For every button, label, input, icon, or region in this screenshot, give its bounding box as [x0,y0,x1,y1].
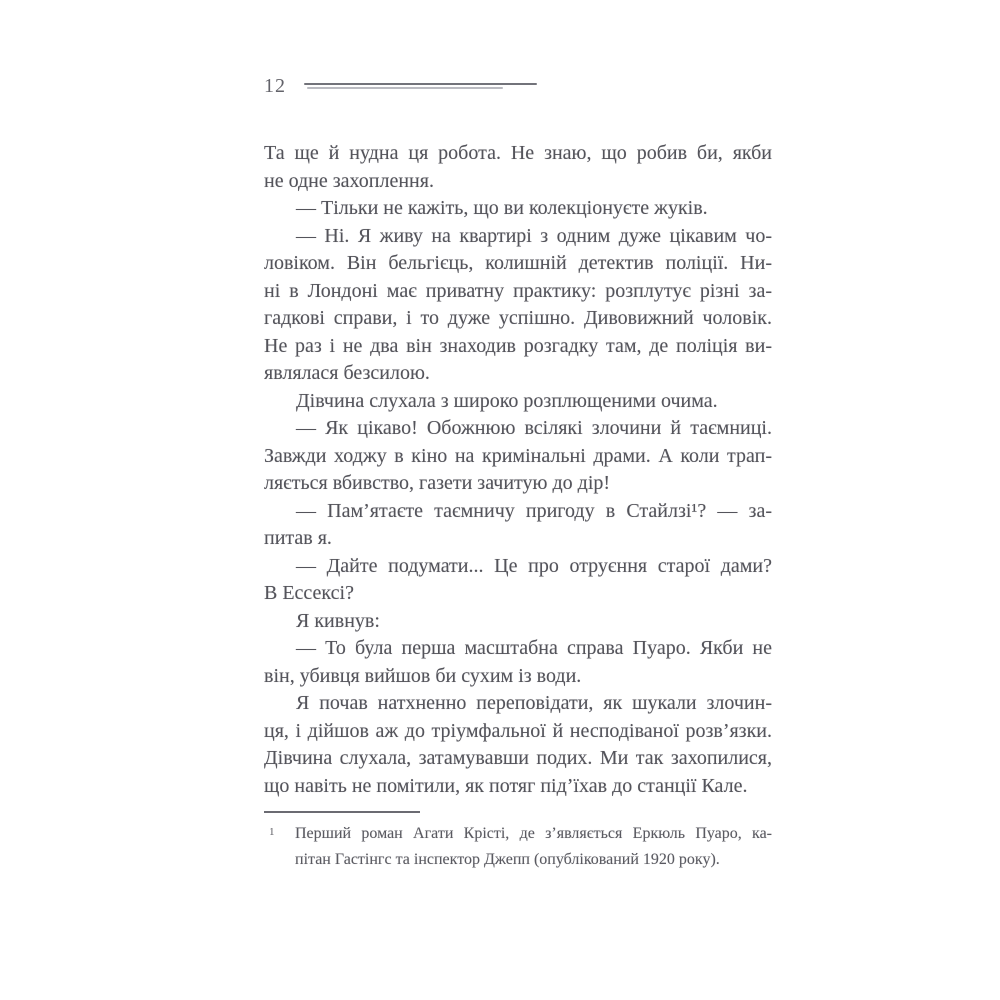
header-rule-light-line [307,87,503,89]
text-line: ця, і дійшов аж до тріумфальної й несподіваної розв’язки. [264,719,772,742]
text-line: — Як цікаво! Обожнюю всілякі злочини й таємниці. [296,417,772,439]
page-number: 12 [264,75,286,97]
text-line: Дівчина слухала з широко розплющеними очима. [296,389,718,412]
text-line: — Пам’ятаєте таємничу пригоду в Стайлзі¹? — за- [296,499,772,522]
text-line: являлася безсилою. [264,362,430,384]
text-line: що навіть не помітили, як потяг під’їхав до станції Кале. [264,774,748,797]
text-line: гадкові справи, і то дуже успішно. Дивовижний чоловік. [264,307,772,329]
text-line: — Дайте подумати... Це про отруєння старої дами? [296,554,772,577]
text-line: Я кивнув: [296,609,380,632]
header-rule [304,83,772,95]
page-content [264,75,772,873]
text-line: Завжди ходжу в кіно на кримінальні драми. А коли трап- [264,444,772,467]
footnote-text [295,821,772,873]
footnote-marker: 1 [269,826,275,838]
footnote-line: пітан Гастінгс та інспектор Джепп (опублікований 1920 року). [295,851,720,868]
text-line: — То була перша масштабна справа Пуаро. Якби не [296,637,772,659]
text-line: Я почав натхненно переповідати, як шукали злочин- [296,692,772,714]
text-line: ні в Лондоні має приватну практику: розплутує різні за- [264,279,772,302]
text-line: не одне захоплення. [264,169,434,192]
body-text [264,140,772,800]
footnote-line: Перший роман Агати Крісті, де з’являється Еркюль Пуаро, ка- [295,825,772,842]
text-line: — Ні. Я живу на квартирі з одним дуже цікавим чо- [296,224,772,247]
text-line: ловіком. Він бельгієць, колишній детектив поліції. Ни- [264,252,772,274]
footnote [264,821,772,873]
header-rule-dark-line [304,83,537,85]
text-line: питав я. [264,527,332,549]
text-line: Та ще й нудна ця робота. Не знаю, що робив би, якби [264,142,772,164]
text-line: він, убивця вийшов би сухим із води. [264,664,582,687]
footnote-separator [264,811,420,813]
text-line: ляється вбивство, газети зачитую до дір! [264,472,611,494]
text-line: В Ессексі? [264,582,354,604]
text-line: Дівчина слухала, затамувавши подих. Ми так захопилися, [264,747,772,769]
text-line: Не раз і не два він знаходив розгадку там, де поліція ви- [264,334,772,357]
running-head [264,75,772,99]
text-line: — Тільки не кажіть, що ви колекціонуєте жуків. [296,197,708,219]
